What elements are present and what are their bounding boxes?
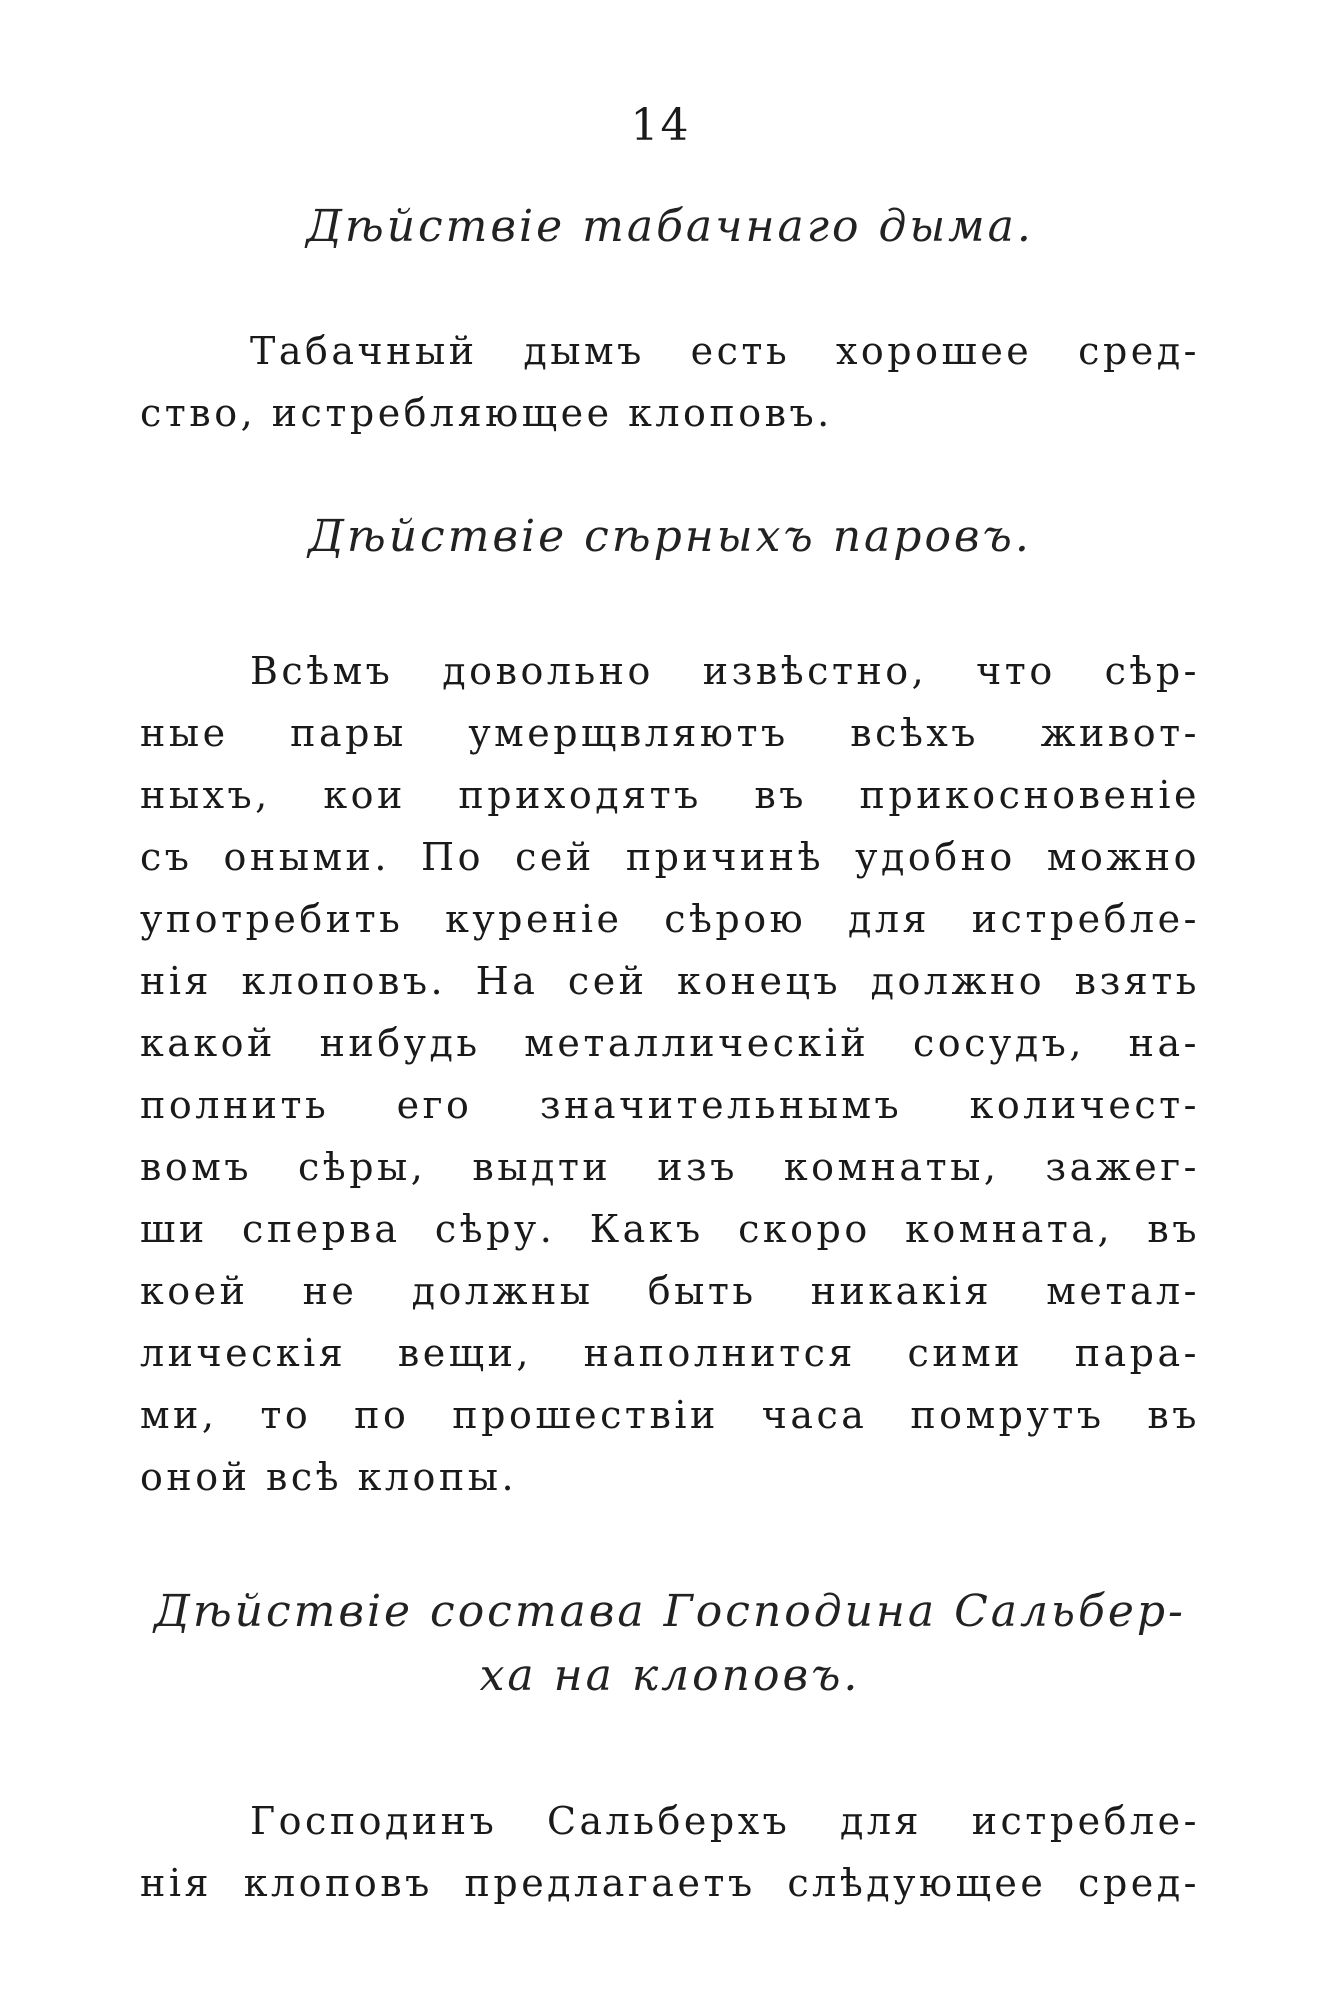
paragraph-sulfur-vapors: [140, 640, 1200, 1508]
text-line: какой нибудь металлическій сосудъ, на-: [140, 1021, 1200, 1065]
heading-line: Дѣйствіе табачнаго дыма.: [306, 201, 1034, 252]
text-line: коей не должны быть никакія метал-: [140, 1269, 1200, 1313]
section-heading-sulfur-vapors: [140, 505, 1200, 569]
text-line: ши сперва сѣру. Какъ скоро комната, въ: [140, 1207, 1200, 1251]
heading-line: Дѣйствіе сѣрныхъ паровъ.: [308, 511, 1032, 562]
heading-line: Дѣйствіе состава Господина Сальбер-: [154, 1586, 1186, 1637]
text-line: ми, то по прошествіи часа помрутъ въ: [140, 1393, 1200, 1437]
text-line: ные пары умерщвляютъ всѣхъ живот-: [140, 711, 1200, 755]
text-line: Господинъ Сальберхъ для истребле-: [250, 1799, 1200, 1843]
heading-line: ха на клоповъ.: [479, 1650, 861, 1701]
text-line: ство, истребляющее клоповъ.: [140, 391, 833, 435]
text-line: употребить куреніе сѣрою для истребле-: [140, 897, 1200, 941]
text-line: Всѣмъ довольно извѣстно, что сѣр-: [250, 649, 1200, 693]
text-line: съ оными. По сей причинѣ удобно можно: [140, 835, 1200, 879]
paragraph-tobacco-smoke: [140, 320, 1200, 444]
text-line: оной всѣ клопы.: [140, 1455, 518, 1499]
paragraph-salberg-compound: [140, 1790, 1200, 1914]
text-line: нія клоповъ. На сей конецъ должно взять: [140, 959, 1200, 1003]
text-line: ныхъ, кои приходятъ въ прикосновеніе: [140, 773, 1200, 817]
page-number: 14: [630, 100, 691, 151]
section-heading-tobacco-smoke: [140, 195, 1200, 259]
text-line: Табачный дымъ есть хорошее сред-: [250, 329, 1200, 373]
text-line: полнить его значительнымъ количест-: [140, 1083, 1200, 1127]
text-line: нія клоповъ предлагаетъ слѣдующее сред-: [140, 1861, 1200, 1905]
text-line: лическія вещи, наполнится сими пара-: [140, 1331, 1200, 1375]
section-heading-salberg-compound: [140, 1580, 1200, 1708]
text-line: вомъ сѣры, выдти изъ комнаты, зажег-: [140, 1145, 1200, 1189]
